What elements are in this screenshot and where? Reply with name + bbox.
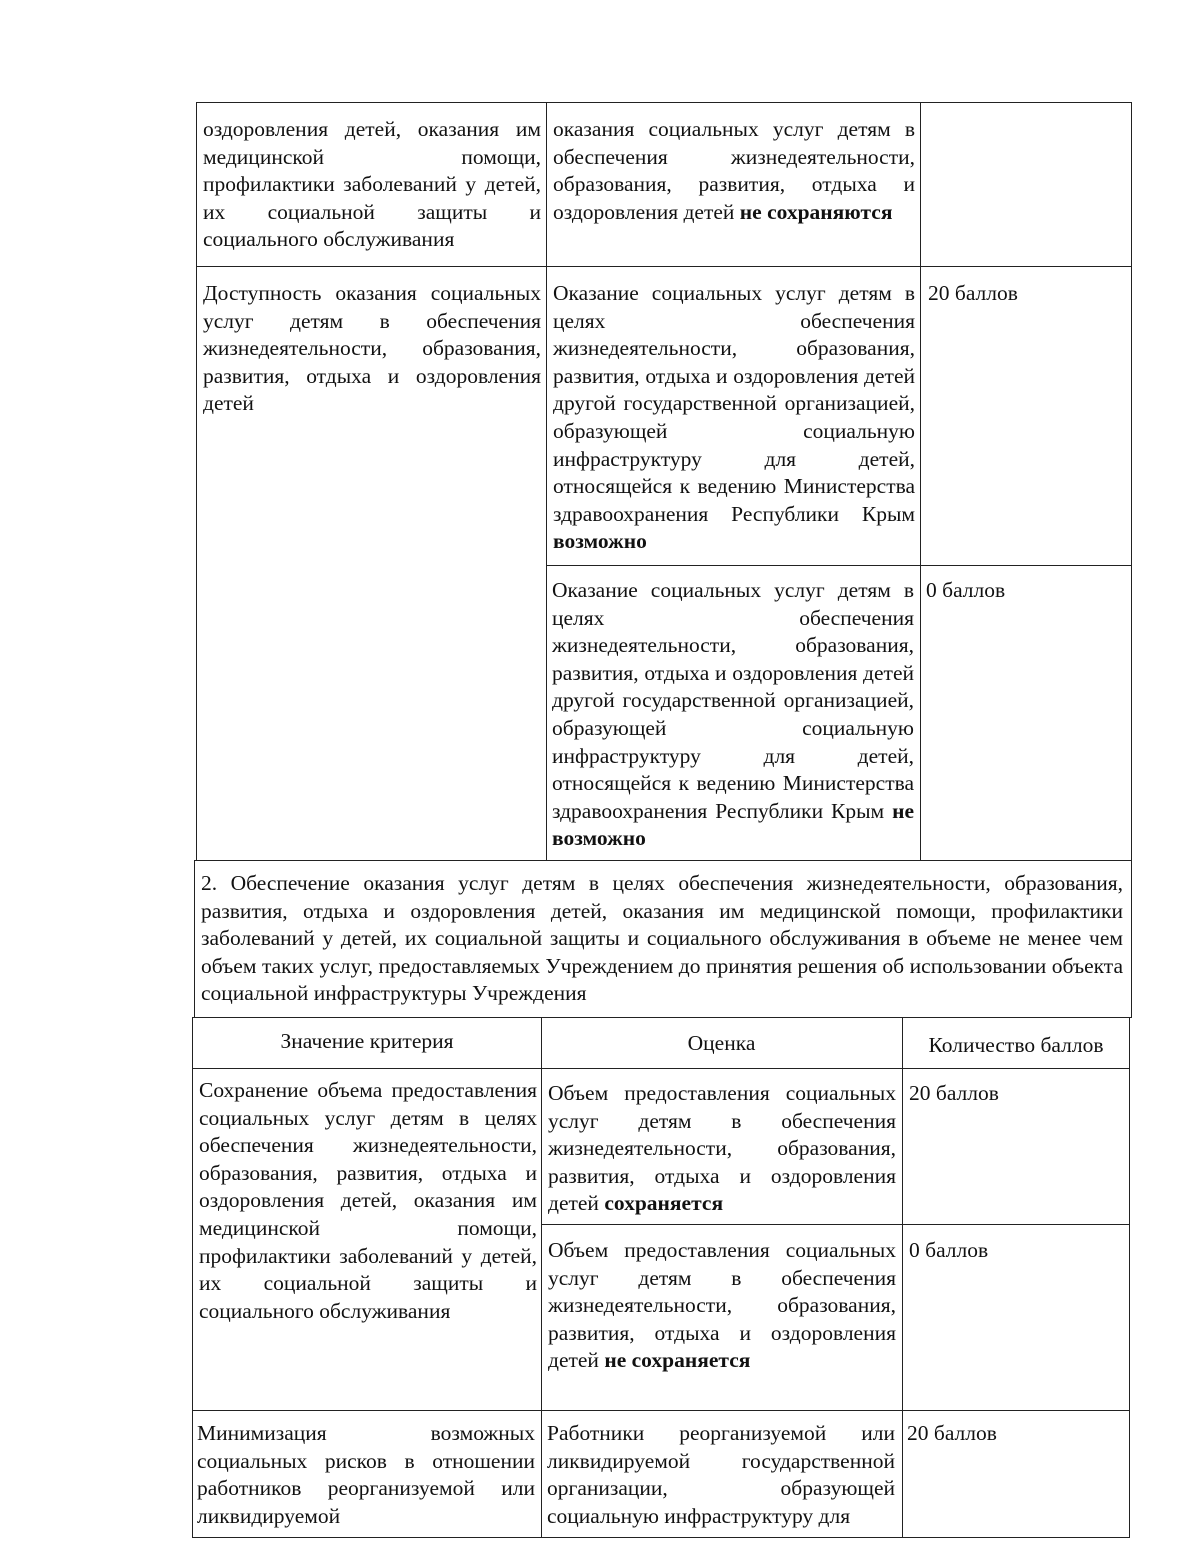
table-1-col-divider-1 — [546, 102, 547, 861]
assessment-text: оказания социальных услуг детям в обеспечения жизнедеятельности, образования, развития, отдыха и оздоровления детей — [553, 117, 915, 224]
assessment-text: Работники реорганизуемой или ликвидируемой государственной организации, образующей социальную инфраструктуру для — [547, 1421, 895, 1528]
table-1-col-divider-2 — [920, 102, 921, 861]
assessment-verdict: не сохраняются — [739, 199, 893, 224]
assessment-verdict: не возможно — [552, 798, 914, 851]
table-1-row-2-option-2-score: 0 баллов — [926, 578, 1006, 602]
table-1-row-2-criterion — [203, 280, 541, 418]
assessment-text: Объем предоставления социальных услуг детям в обеспечения жизнедеятельности, образования, развития, отдыха и оздоровления детей — [548, 1081, 896, 1216]
table-2-row-1-option-2 — [548, 1237, 896, 1375]
table-1-row-1-assessment — [553, 116, 915, 226]
table-1-row-1-criterion — [203, 116, 541, 254]
table-1-row-2-option-1-score: 20 баллов — [928, 281, 1018, 305]
table-1-row-divider-2 — [546, 565, 1132, 566]
assessment-text: Оказание социальных услуг детям в целях обеспечения жизнедеятельности, образования, развития, отдыха и оздоровления детей другой государственной организацией, образующей социальную инфраструктуру для детей, относящейся к ведению Министерства здравоохранения Республики Крым — [552, 578, 914, 823]
criterion-text: Доступность оказания социальных услуг детям в обеспечения жизнедеятельности, образования, развития, отдыха и оздоровления детей — [203, 281, 541, 416]
table-2-row-1-option-2-score: 0 баллов — [909, 1238, 989, 1262]
section-2-heading: 2. Обеспечение оказания услуг детям в целях обеспечения жизнедеятельности, образования, развития, отдыха и оздоровления детей, оказания им медицинской помощи, профилактики заболеваний у детей, их социальной защиты и социального обслуживания в объеме не менее чем объем таких услуг, предоставляемых Учреждением до принятия решения об использовании объекта социальной инфраструктуры Учреждения — [201, 871, 1123, 1006]
criterion-text: Минимизация возможных социальных рисков в отношении работников реорганизуемой или ликвидируемой — [197, 1421, 535, 1528]
table-1-row-2-option-2 — [552, 577, 914, 853]
table-2-option-divider — [541, 1224, 1130, 1225]
table-2-row-1-criterion — [199, 1077, 537, 1325]
table-2-row-divider — [192, 1410, 1130, 1411]
assessment-verdict: возможно — [553, 529, 647, 554]
table-2-row-2-assessment — [547, 1420, 895, 1530]
table-2-row-2-criterion — [197, 1420, 535, 1530]
assessment-text: Оказание социальных услуг детям в целях обеспечения жизнедеятельности, образования, развития, отдыха и оздоровления детей другой государственной организацией, образующей социальную инфраструктуру для детей, относящейся к ведению Министерства здравоохранения Республики Крым — [553, 281, 915, 526]
assessment-verdict: сохраняется — [604, 1191, 724, 1216]
table-1-row-divider-1 — [196, 266, 1132, 267]
column-header-criterion: Значение критерия — [280, 1029, 454, 1053]
table-2-row-1-option-1 — [548, 1080, 896, 1218]
criterion-text: Сохранение объема предоставления социальных услуг детям в целях обеспечения жизнедеятельности, образования, развития, отдыха и оздоровления детей, оказания им медицинской помощи, профилактики заболеваний у детей, их социальной защиты и социального обслуживания — [199, 1078, 537, 1323]
table-2-row-1-option-1-score: 20 баллов — [909, 1081, 999, 1105]
table-2-header-divider — [192, 1068, 1130, 1069]
column-header-assessment: Оценка — [687, 1031, 756, 1055]
table-2-row-2-score: 20 баллов — [907, 1421, 997, 1445]
table-2-col-divider-2 — [902, 1017, 903, 1538]
table-2-col-divider-1 — [541, 1017, 542, 1538]
table-1-row-2-option-1 — [553, 280, 915, 556]
assessment-text: Объем предоставления социальных услуг детям в обеспечения жизнедеятельности, образования, развития, отдыха и оздоровления детей — [548, 1238, 896, 1373]
column-header-score: Количество баллов — [928, 1033, 1104, 1057]
criterion-text: оздоровления детей, оказания им медицинской помощи, профилактики заболеваний у детей, их социальной защиты и социального обслуживания — [203, 117, 541, 252]
assessment-verdict: не сохраняется — [604, 1348, 751, 1373]
